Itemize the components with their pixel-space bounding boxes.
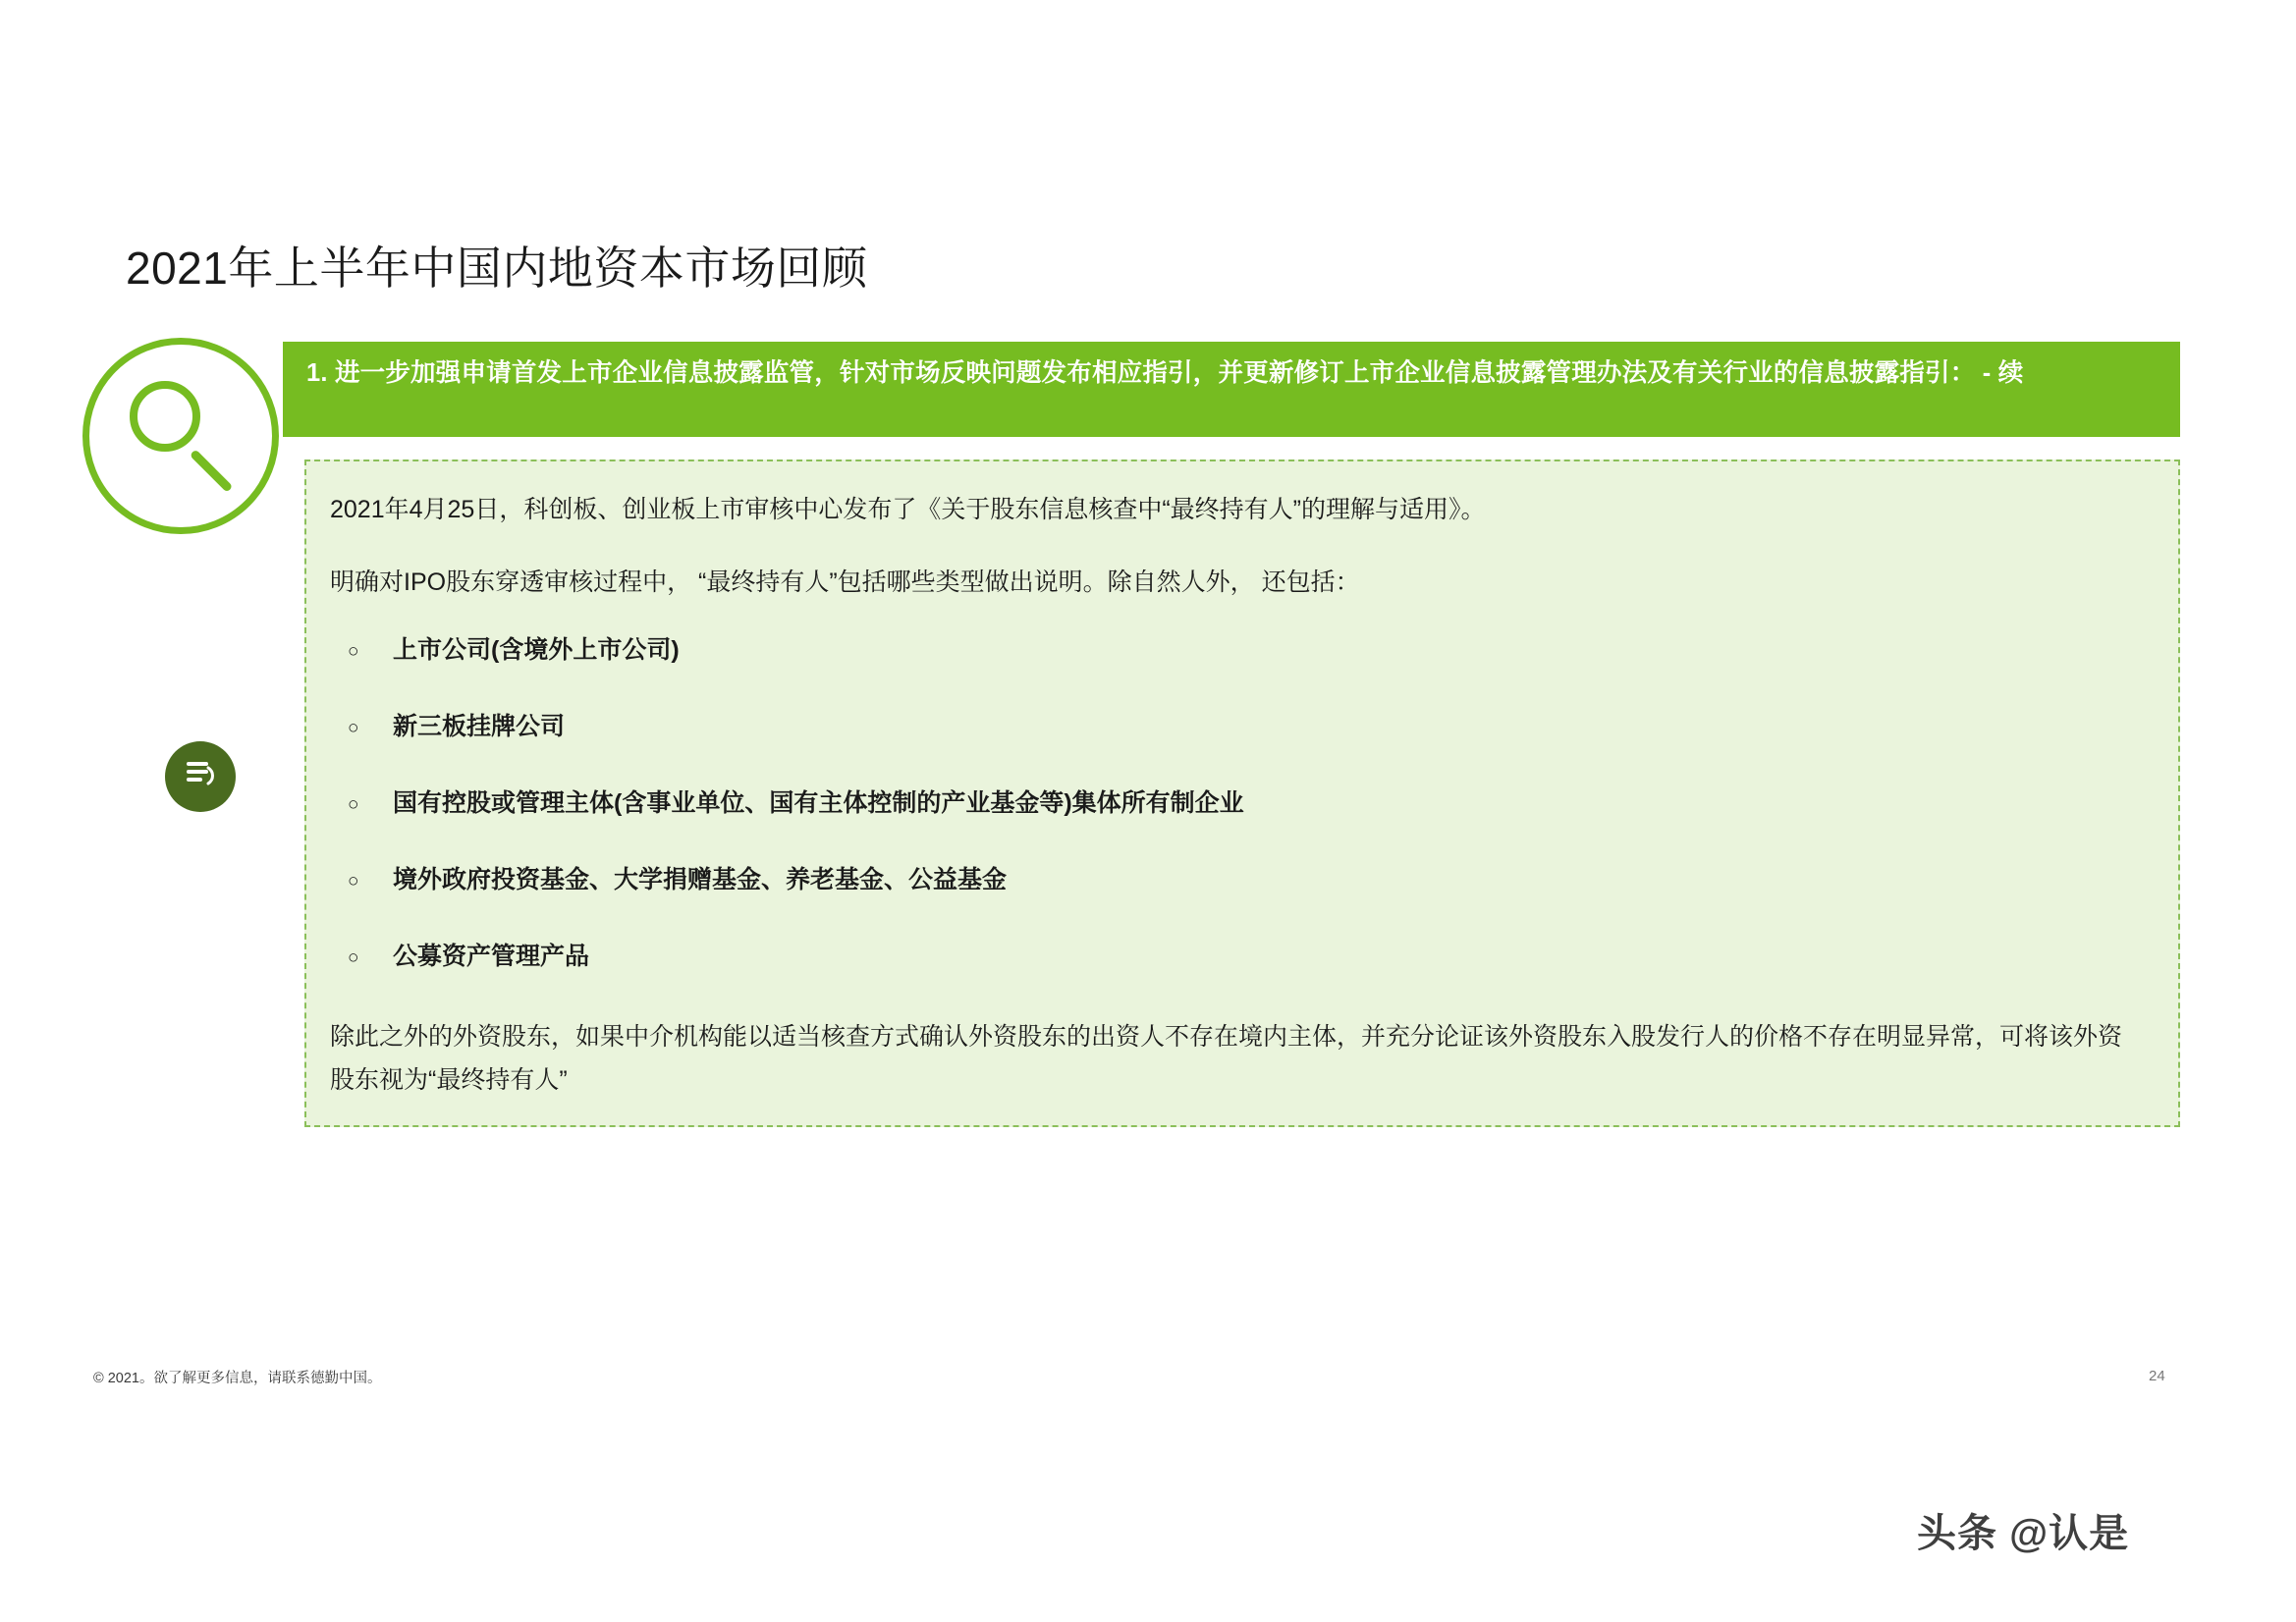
list-item-label: 上市公司(含境外上市公司) — [393, 636, 680, 664]
section-header-bar — [283, 342, 2180, 437]
list-item-label: 新三板挂牌公司 — [393, 713, 566, 740]
bullet-marker-icon: ○ — [348, 794, 359, 815]
watermark: 头条 @认是 — [1917, 1512, 2130, 1555]
intro-paragraph: 2021年4月25日，科创板、创业板上市审核中心发布了《关于股东信息核查中“最终持有人”的理解与适用》。 — [330, 496, 1486, 523]
closing-paragraph: 除此之外的外资股东，如果中介机构能以适当核查方式确认外资股东的出资人不存在境内主体，并充分论证该外资股东入股发行人的价格不存在明显异常，可将该外资股东视为“最终持有人” — [330, 1023, 2123, 1094]
document-stack-icon — [165, 741, 236, 812]
list-item — [330, 632, 2137, 668]
section-header-text: 1. 进一步加强申请首发上市企业信息披露监管，针对市场反映问题发布相应指引，并更新修订上市企业信息披露管理办法及有关行业的信息披露指引： - 续 — [306, 359, 2024, 387]
footer-copyright: © 2021。欲了解更多信息，请联系德勤中国。 — [93, 1371, 382, 1386]
list-item — [330, 785, 2137, 821]
list-item — [330, 939, 2137, 974]
bullet-marker-icon: ○ — [348, 947, 359, 968]
page-number: 24 — [2149, 1368, 2165, 1384]
bullet-list — [330, 632, 2137, 974]
bullet-marker-icon: ○ — [348, 871, 359, 892]
magnifier-lens — [130, 381, 200, 452]
list-item — [330, 709, 2137, 744]
list-item-label: 境外政府投资基金、大学捐赠基金、养老基金、公益基金 — [393, 866, 1008, 893]
bullet-marker-icon: ○ — [348, 718, 359, 738]
content-panel — [304, 460, 2180, 1127]
list-item-label: 国有控股或管理主体(含事业单位、国有主体控制的产业基金等)集体所有制企业 — [393, 789, 1244, 817]
list-item — [330, 862, 2137, 897]
lead-paragraph: 明确对IPO股东穿透审核过程中， “最终持有人”包括哪些类型做出说明。除自然人外， 还包括： — [330, 568, 1360, 596]
search-magnifier-icon — [82, 338, 279, 534]
page-title: 2021年上半年中国内地资本市场回顾 — [126, 243, 868, 294]
list-item-label: 公募资产管理产品 — [393, 943, 590, 970]
bullet-marker-icon: ○ — [348, 641, 359, 662]
